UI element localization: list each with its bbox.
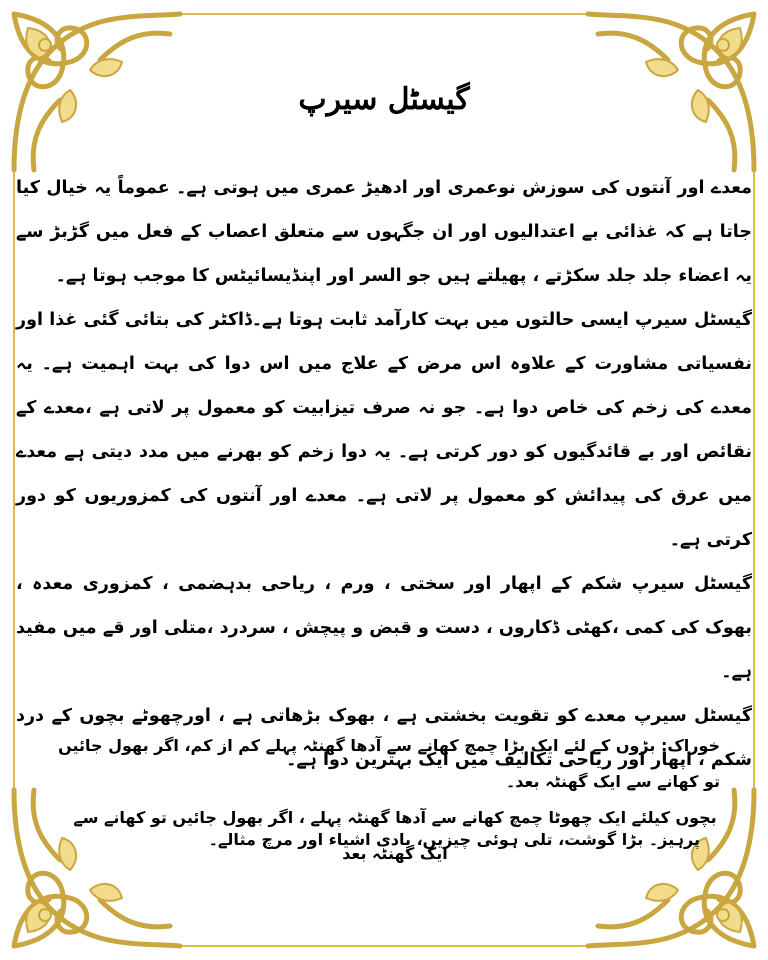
paragraph: معدے اور آنتوں کی سوزش نوعمری اور ادھیڑ عمری میں ہوتی ہے۔ عموماً یہ خیال کیا جاتا ہے کہ غذائی بے اعتدالیوں اور ان جگہوں سے متعلق اعصاب کے فعل میں گڑبڑ سے یہ اعضاء جلد جلد سکڑتے ، پھیلتے ہیں جو السر اور اپنڈیسائیٹس کا موجب ہوتا ہے۔: [16, 178, 752, 286]
border-right: [753, 150, 755, 810]
border-top: [150, 13, 618, 15]
paragraph: گیسٹل سیرپ شکم کے اپھار اور سختی ، ورم ، ریاحی بدہضمی ، کمزوری معدہ ، بھوک کی کمی ،کھٹی ڈکاروں ، دست و قبض و پیچش ، سردرد ،متلی اور قے میں مفید ہے۔: [16, 574, 752, 682]
avoid-note: پرہیز۔ بڑا گوشت، تلی ہوئی چیزیں، بادی اشیاء اور مرچ مثالے۔: [208, 830, 700, 849]
border-bottom: [150, 945, 618, 947]
paragraph: گیسٹل سیرپ معدے کو تقویت بخشتی ہے ، بھوک بڑھاتی ہے ، اورچھوٹے بچوں کے درد شکم ، اپھار اور ریاحی تکالیف میں ایک بہترین دوا ہے۔: [16, 706, 752, 770]
paragraph: گیسٹل سیرپ ایسی حالتوں میں بہت کارآمد ثابت ہوتا ہے۔ڈاکٹر کی بتائی گئی غذا اور نفسیاتی مشاورت کے علاوہ اس مرض کے علاج میں اس دوا کی بہت اہمیت ہے۔ یہ معدے کی زخم کی خاص دوا ہے۔ جو نہ صرف تیزابیت کو معمول پر لاتی ہے ،معدے کے نقائص اور بے قائدگیوں کو دور کرتی ہے۔ یہ دوا زخم کو بھرنے میں مدد دیتی ہے معدے میں عرق کی پیدائش کو معمول پر لاتی ہے۔ معدے اور آنتوں کی کمزوریوں کو دور کرتی ہے۔: [16, 310, 752, 550]
description-body: [16, 166, 752, 782]
dosage-adults: خوراک: بڑوں کے لئے ایک بڑا چمچ کھانے سے آدھا گھنٹہ پہلے کم از کم، اگر بھول جائیں تو کھانے سے ایک گھنٹہ بعد۔: [58, 736, 720, 791]
border-left: [13, 150, 15, 810]
dosage-children: بچوں کیلئے ایک چھوٹا چمچ کھانے سے آدھا گھنٹہ پہلے ، اگر بھول جائیں تو کھانے سے ایک گھنٹہ بعد: [73, 808, 717, 863]
page-title: گیسٹل سیرپ: [298, 82, 470, 117]
